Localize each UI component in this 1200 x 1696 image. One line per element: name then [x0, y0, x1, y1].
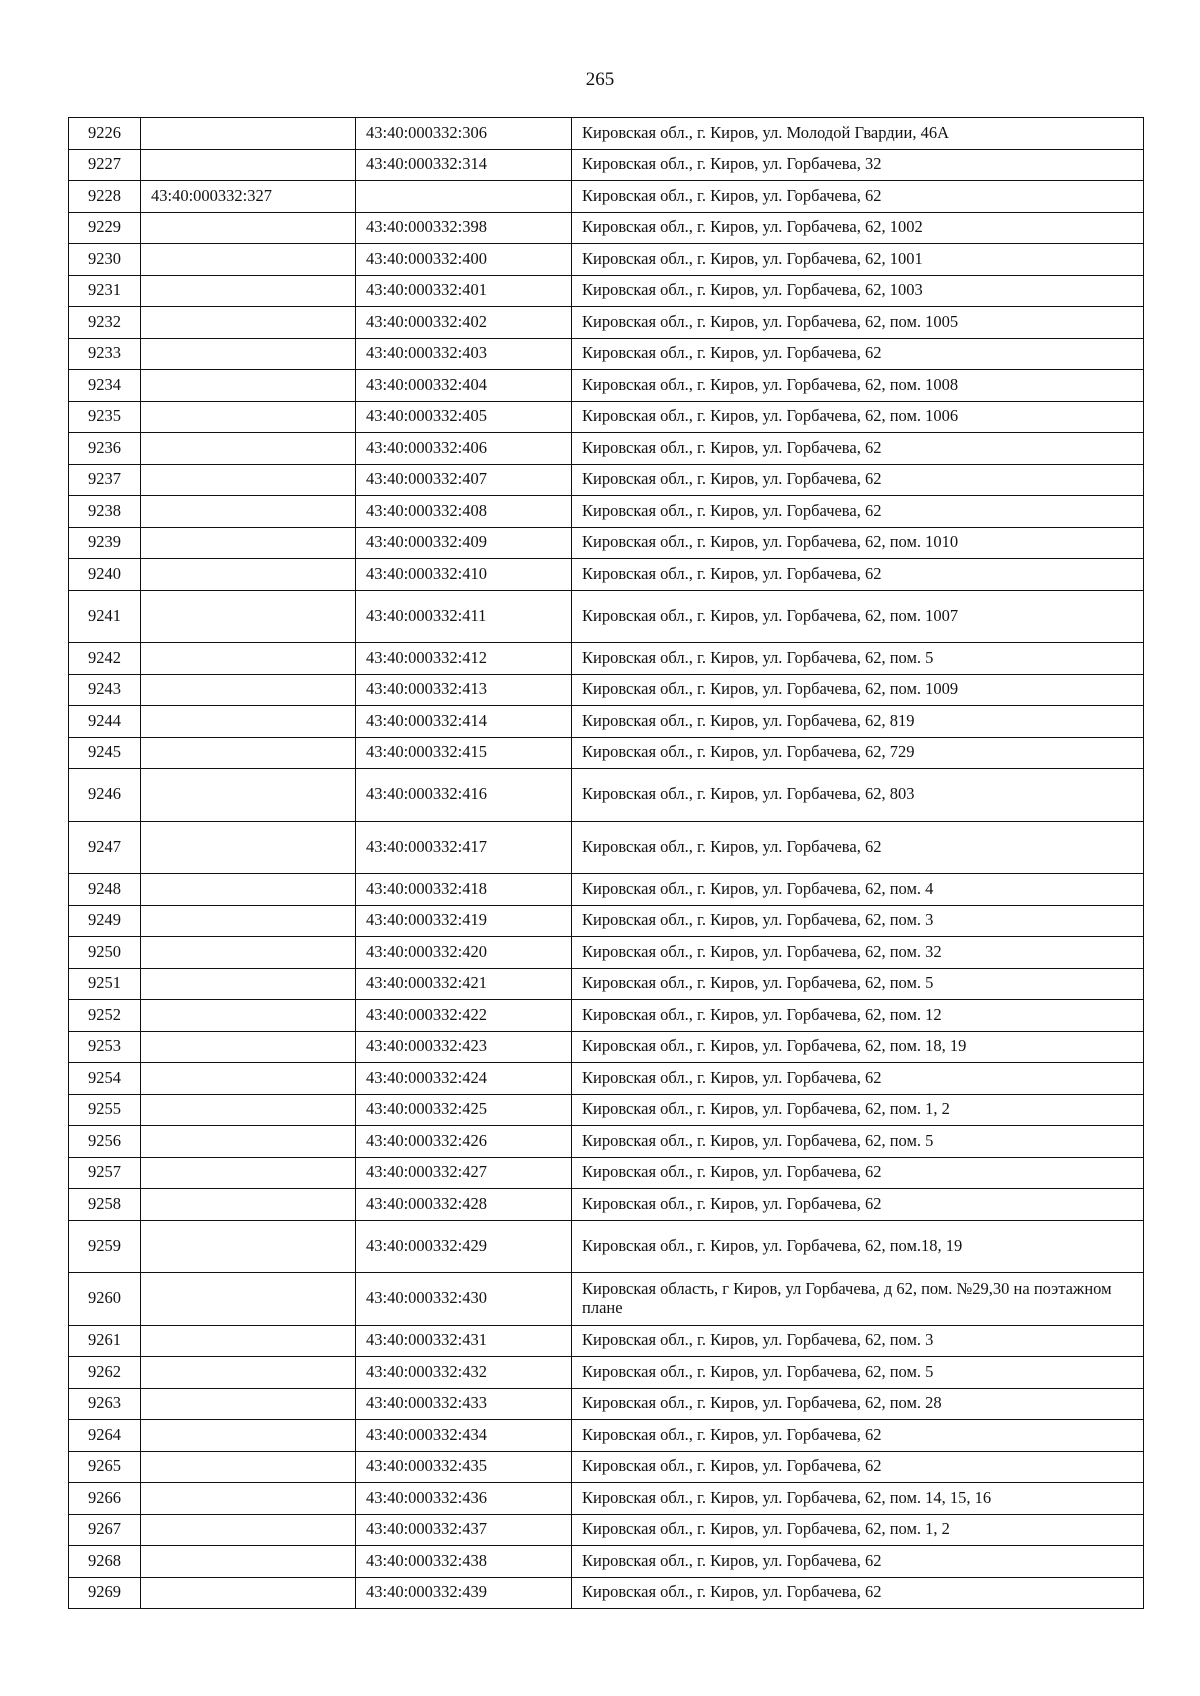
- object-cadastral-number-cell: 43:40:000332:410: [356, 559, 572, 591]
- table-row: [69, 212, 1144, 244]
- parcel-cadastral-number-cell: [141, 1483, 356, 1515]
- table-row: [69, 1000, 1144, 1032]
- row-number-cell: 9268: [69, 1546, 141, 1578]
- row-number-cell: 9246: [69, 769, 141, 822]
- address-cell: Кировская обл., г. Киров, ул. Горбачева, 62, пом. 1007: [572, 590, 1144, 643]
- row-number-cell: 9245: [69, 737, 141, 769]
- table-row: [69, 1514, 1144, 1546]
- object-cadastral-number-cell: 43:40:000332:414: [356, 706, 572, 738]
- address-cell: Кировская обл., г. Киров, ул. Горбачева, 62: [572, 1577, 1144, 1609]
- table-row: [69, 1357, 1144, 1389]
- table-row: [69, 1189, 1144, 1221]
- registry-table-body: [69, 118, 1144, 1609]
- row-number-cell: 9229: [69, 212, 141, 244]
- object-cadastral-number-cell: 43:40:000332:432: [356, 1357, 572, 1389]
- row-number-cell: 9236: [69, 433, 141, 465]
- address-cell: Кировская обл., г. Киров, ул. Горбачева, 62, пом. 1, 2: [572, 1094, 1144, 1126]
- table-row: [69, 737, 1144, 769]
- address-cell: Кировская обл., г. Киров, ул. Горбачева, 62: [572, 181, 1144, 213]
- address-cell: Кировская обл., г. Киров, ул. Горбачева, 32: [572, 149, 1144, 181]
- object-cadastral-number-cell: 43:40:000332:400: [356, 244, 572, 276]
- table-row: [69, 769, 1144, 822]
- address-cell: Кировская обл., г. Киров, ул. Горбачева, 62: [572, 1189, 1144, 1221]
- parcel-cadastral-number-cell: [141, 821, 356, 874]
- row-number-cell: 9228: [69, 181, 141, 213]
- table-row: [69, 590, 1144, 643]
- address-cell: Кировская обл., г. Киров, ул. Горбачева, 62: [572, 821, 1144, 874]
- row-number-cell: 9238: [69, 496, 141, 528]
- table-row: [69, 1063, 1144, 1095]
- row-number-cell: 9269: [69, 1577, 141, 1609]
- object-cadastral-number-cell: 43:40:000332:306: [356, 118, 572, 150]
- row-number-cell: 9237: [69, 464, 141, 496]
- object-cadastral-number-cell: 43:40:000332:424: [356, 1063, 572, 1095]
- row-number-cell: 9256: [69, 1126, 141, 1158]
- object-cadastral-number-cell: 43:40:000332:425: [356, 1094, 572, 1126]
- row-number-cell: 9227: [69, 149, 141, 181]
- address-cell: Кировская обл., г. Киров, ул. Горбачева, 62, пом. 1009: [572, 674, 1144, 706]
- parcel-cadastral-number-cell: [141, 674, 356, 706]
- table-row: [69, 496, 1144, 528]
- table-row: [69, 464, 1144, 496]
- table-row: [69, 674, 1144, 706]
- object-cadastral-number-cell: 43:40:000332:413: [356, 674, 572, 706]
- address-cell: Кировская обл., г. Киров, ул. Горбачева, 62, пом. 28: [572, 1388, 1144, 1420]
- parcel-cadastral-number-cell: [141, 737, 356, 769]
- object-cadastral-number-cell: 43:40:000332:398: [356, 212, 572, 244]
- address-cell: Кировская обл., г. Киров, ул. Горбачева, 62: [572, 1063, 1144, 1095]
- object-cadastral-number-cell: 43:40:000332:418: [356, 874, 572, 906]
- object-cadastral-number-cell: 43:40:000332:435: [356, 1451, 572, 1483]
- row-number-cell: 9226: [69, 118, 141, 150]
- row-number-cell: 9252: [69, 1000, 141, 1032]
- parcel-cadastral-number-cell: [141, 307, 356, 339]
- address-cell: Кировская обл., г. Киров, ул. Горбачева, 62: [572, 464, 1144, 496]
- row-number-cell: 9262: [69, 1357, 141, 1389]
- parcel-cadastral-number-cell: [141, 1420, 356, 1452]
- parcel-cadastral-number-cell: [141, 1325, 356, 1357]
- object-cadastral-number-cell: 43:40:000332:412: [356, 643, 572, 675]
- table-row: [69, 1273, 1144, 1326]
- row-number-cell: 9267: [69, 1514, 141, 1546]
- table-row: [69, 1094, 1144, 1126]
- parcel-cadastral-number-cell: [141, 1357, 356, 1389]
- address-cell: Кировская обл., г. Киров, ул. Горбачева, 62, пом. 3: [572, 1325, 1144, 1357]
- parcel-cadastral-number-cell: [141, 968, 356, 1000]
- address-cell: Кировская обл., г. Киров, ул. Горбачева, 62, 1001: [572, 244, 1144, 276]
- row-number-cell: 9265: [69, 1451, 141, 1483]
- parcel-cadastral-number-cell: 43:40:000332:327: [141, 181, 356, 213]
- object-cadastral-number-cell: 43:40:000332:431: [356, 1325, 572, 1357]
- row-number-cell: 9240: [69, 559, 141, 591]
- parcel-cadastral-number-cell: [141, 527, 356, 559]
- parcel-cadastral-number-cell: [141, 1546, 356, 1578]
- object-cadastral-number-cell: 43:40:000332:407: [356, 464, 572, 496]
- table-row: [69, 275, 1144, 307]
- row-number-cell: 9266: [69, 1483, 141, 1515]
- address-cell: Кировская обл., г. Киров, ул. Горбачева, 62, пом. 32: [572, 937, 1144, 969]
- row-number-cell: 9255: [69, 1094, 141, 1126]
- object-cadastral-number-cell: 43:40:000332:402: [356, 307, 572, 339]
- address-cell: Кировская обл., г. Киров, ул. Горбачева, 62, пом. 1005: [572, 307, 1144, 339]
- address-cell: Кировская обл., г. Киров, ул. Горбачева, 62, 1003: [572, 275, 1144, 307]
- row-number-cell: 9250: [69, 937, 141, 969]
- address-cell: Кировская обл., г. Киров, ул. Горбачева, 62: [572, 433, 1144, 465]
- object-cadastral-number-cell: 43:40:000332:416: [356, 769, 572, 822]
- object-cadastral-number-cell: 43:40:000332:434: [356, 1420, 572, 1452]
- address-cell: Кировская обл., г. Киров, ул. Горбачева, 62: [572, 496, 1144, 528]
- address-cell: Кировская обл., г. Киров, ул. Горбачева, 62, пом. 1008: [572, 370, 1144, 402]
- parcel-cadastral-number-cell: [141, 1388, 356, 1420]
- object-cadastral-number-cell: 43:40:000332:426: [356, 1126, 572, 1158]
- object-cadastral-number-cell: 43:40:000332:421: [356, 968, 572, 1000]
- parcel-cadastral-number-cell: [141, 1126, 356, 1158]
- row-number-cell: 9242: [69, 643, 141, 675]
- row-number-cell: 9231: [69, 275, 141, 307]
- parcel-cadastral-number-cell: [141, 874, 356, 906]
- row-number-cell: 9254: [69, 1063, 141, 1095]
- parcel-cadastral-number-cell: [141, 937, 356, 969]
- row-number-cell: 9233: [69, 338, 141, 370]
- table-row: [69, 1220, 1144, 1273]
- object-cadastral-number-cell: 43:40:000332:427: [356, 1157, 572, 1189]
- parcel-cadastral-number-cell: [141, 244, 356, 276]
- object-cadastral-number-cell: 43:40:000332:401: [356, 275, 572, 307]
- address-cell: Кировская обл., г. Киров, ул. Горбачева, 62, пом. 4: [572, 874, 1144, 906]
- table-row: [69, 149, 1144, 181]
- row-number-cell: 9248: [69, 874, 141, 906]
- address-cell: Кировская обл., г. Киров, ул. Горбачева, 62, пом. 12: [572, 1000, 1144, 1032]
- row-number-cell: 9249: [69, 905, 141, 937]
- parcel-cadastral-number-cell: [141, 1451, 356, 1483]
- parcel-cadastral-number-cell: [141, 1031, 356, 1063]
- parcel-cadastral-number-cell: [141, 433, 356, 465]
- parcel-cadastral-number-cell: [141, 1189, 356, 1221]
- address-cell: Кировская обл., г. Киров, ул. Горбачева, 62, 729: [572, 737, 1144, 769]
- address-cell: Кировская обл., г. Киров, ул. Горбачева, 62: [572, 1546, 1144, 1578]
- row-number-cell: 9253: [69, 1031, 141, 1063]
- table-row: [69, 1325, 1144, 1357]
- table-row: [69, 937, 1144, 969]
- row-number-cell: 9239: [69, 527, 141, 559]
- table-row: [69, 706, 1144, 738]
- object-cadastral-number-cell: 43:40:000332:417: [356, 821, 572, 874]
- parcel-cadastral-number-cell: [141, 1157, 356, 1189]
- object-cadastral-number-cell: 43:40:000332:408: [356, 496, 572, 528]
- object-cadastral-number-cell: 43:40:000332:423: [356, 1031, 572, 1063]
- table-row: [69, 968, 1144, 1000]
- object-cadastral-number-cell: 43:40:000332:419: [356, 905, 572, 937]
- row-number-cell: 9244: [69, 706, 141, 738]
- address-cell: Кировская обл., г. Киров, ул. Горбачева, 62, 819: [572, 706, 1144, 738]
- table-row: [69, 1420, 1144, 1452]
- parcel-cadastral-number-cell: [141, 559, 356, 591]
- object-cadastral-number-cell: 43:40:000332:430: [356, 1273, 572, 1326]
- table-row: [69, 1483, 1144, 1515]
- address-cell: Кировская обл., г. Киров, ул. Горбачева, 62, пом.18, 19: [572, 1220, 1144, 1273]
- object-cadastral-number-cell: 43:40:000332:405: [356, 401, 572, 433]
- parcel-cadastral-number-cell: [141, 905, 356, 937]
- table-row: [69, 1451, 1144, 1483]
- row-number-cell: 9259: [69, 1220, 141, 1273]
- object-cadastral-number-cell: 43:40:000332:428: [356, 1189, 572, 1221]
- address-cell: Кировская обл., г. Киров, ул. Горбачева, 62, пом. 14, 15, 16: [572, 1483, 1144, 1515]
- object-cadastral-number-cell: 43:40:000332:436: [356, 1483, 572, 1515]
- parcel-cadastral-number-cell: [141, 118, 356, 150]
- object-cadastral-number-cell: 43:40:000332:406: [356, 433, 572, 465]
- parcel-cadastral-number-cell: [141, 464, 356, 496]
- parcel-cadastral-number-cell: [141, 496, 356, 528]
- address-cell: Кировская обл., г. Киров, ул. Горбачева, 62, пом. 1010: [572, 527, 1144, 559]
- table-row: [69, 905, 1144, 937]
- row-number-cell: 9243: [69, 674, 141, 706]
- table-row: [69, 821, 1144, 874]
- object-cadastral-number-cell: 43:40:000332:409: [356, 527, 572, 559]
- parcel-cadastral-number-cell: [141, 1063, 356, 1095]
- table-row: [69, 401, 1144, 433]
- parcel-cadastral-number-cell: [141, 212, 356, 244]
- parcel-cadastral-number-cell: [141, 1094, 356, 1126]
- object-cadastral-number-cell: 43:40:000332:415: [356, 737, 572, 769]
- parcel-cadastral-number-cell: [141, 706, 356, 738]
- table-row: [69, 244, 1144, 276]
- object-cadastral-number-cell: 43:40:000332:438: [356, 1546, 572, 1578]
- table-row: [69, 1546, 1144, 1578]
- address-cell: Кировская обл., г. Киров, ул. Горбачева, 62: [572, 1451, 1144, 1483]
- table-row: [69, 1157, 1144, 1189]
- registry-table: [68, 117, 1144, 1609]
- table-row: [69, 874, 1144, 906]
- page-number: 265: [585, 69, 615, 90]
- address-cell: Кировская обл., г. Киров, ул. Горбачева, 62: [572, 338, 1144, 370]
- address-cell: Кировская обл., г. Киров, ул. Горбачева, 62, пом. 5: [572, 968, 1144, 1000]
- object-cadastral-number-cell: 43:40:000332:422: [356, 1000, 572, 1032]
- row-number-cell: 9263: [69, 1388, 141, 1420]
- address-cell: Кировская обл., г. Киров, ул. Горбачева, 62, 803: [572, 769, 1144, 822]
- parcel-cadastral-number-cell: [141, 1273, 356, 1326]
- row-number-cell: 9230: [69, 244, 141, 276]
- table-row: [69, 559, 1144, 591]
- address-cell: Кировская обл., г. Киров, ул. Молодой Гвардии, 46А: [572, 118, 1144, 150]
- row-number-cell: 9264: [69, 1420, 141, 1452]
- object-cadastral-number-cell: 43:40:000332:439: [356, 1577, 572, 1609]
- row-number-cell: 9260: [69, 1273, 141, 1326]
- address-cell: Кировская обл., г. Киров, ул. Горбачева, 62, пом. 5: [572, 643, 1144, 675]
- address-cell: Кировская обл., г. Киров, ул. Горбачева, 62: [572, 1420, 1144, 1452]
- parcel-cadastral-number-cell: [141, 1577, 356, 1609]
- row-number-cell: 9241: [69, 590, 141, 643]
- parcel-cadastral-number-cell: [141, 1220, 356, 1273]
- address-cell: Кировская обл., г. Киров, ул. Горбачева, 62, пом. 1006: [572, 401, 1144, 433]
- row-number-cell: 9232: [69, 307, 141, 339]
- row-number-cell: 9234: [69, 370, 141, 402]
- parcel-cadastral-number-cell: [141, 401, 356, 433]
- table-row: [69, 181, 1144, 213]
- table-row: [69, 433, 1144, 465]
- row-number-cell: 9258: [69, 1189, 141, 1221]
- parcel-cadastral-number-cell: [141, 370, 356, 402]
- address-cell: Кировская обл., г. Киров, ул. Горбачева, 62, пом. 5: [572, 1357, 1144, 1389]
- table-row: [69, 118, 1144, 150]
- row-number-cell: 9247: [69, 821, 141, 874]
- address-cell: Кировская обл., г. Киров, ул. Горбачева, 62, пом. 3: [572, 905, 1144, 937]
- table-row: [69, 307, 1144, 339]
- object-cadastral-number-cell: 43:40:000332:429: [356, 1220, 572, 1273]
- address-cell: Кировская обл., г. Киров, ул. Горбачева, 62: [572, 559, 1144, 591]
- object-cadastral-number-cell: 43:40:000332:433: [356, 1388, 572, 1420]
- table-row: [69, 1126, 1144, 1158]
- object-cadastral-number-cell: 43:40:000332:404: [356, 370, 572, 402]
- object-cadastral-number-cell: 43:40:000332:420: [356, 937, 572, 969]
- parcel-cadastral-number-cell: [141, 275, 356, 307]
- table-row: [69, 527, 1144, 559]
- parcel-cadastral-number-cell: [141, 149, 356, 181]
- table-row: [69, 370, 1144, 402]
- address-cell: Кировская обл., г. Киров, ул. Горбачева, 62, 1002: [572, 212, 1144, 244]
- address-cell: Кировская обл., г. Киров, ул. Горбачева, 62, пом. 5: [572, 1126, 1144, 1158]
- row-number-cell: 9235: [69, 401, 141, 433]
- address-cell: Кировская обл., г. Киров, ул. Горбачева, 62, пом. 1, 2: [572, 1514, 1144, 1546]
- object-cadastral-number-cell: 43:40:000332:437: [356, 1514, 572, 1546]
- address-cell: Кировская область, г Киров, ул Горбачева, д 62, пом. №29,30 на поэтажном плане: [572, 1273, 1144, 1326]
- parcel-cadastral-number-cell: [141, 643, 356, 675]
- row-number-cell: 9261: [69, 1325, 141, 1357]
- table-row: [69, 1388, 1144, 1420]
- table-row: [69, 643, 1144, 675]
- row-number-cell: 9251: [69, 968, 141, 1000]
- table-row: [69, 338, 1144, 370]
- address-cell: Кировская обл., г. Киров, ул. Горбачева, 62: [572, 1157, 1144, 1189]
- object-cadastral-number-cell: [356, 181, 572, 213]
- parcel-cadastral-number-cell: [141, 590, 356, 643]
- object-cadastral-number-cell: 43:40:000332:314: [356, 149, 572, 181]
- row-number-cell: 9257: [69, 1157, 141, 1189]
- table-row: [69, 1577, 1144, 1609]
- parcel-cadastral-number-cell: [141, 1514, 356, 1546]
- parcel-cadastral-number-cell: [141, 1000, 356, 1032]
- parcel-cadastral-number-cell: [141, 769, 356, 822]
- address-cell: Кировская обл., г. Киров, ул. Горбачева, 62, пом. 18, 19: [572, 1031, 1144, 1063]
- table-row: [69, 1031, 1144, 1063]
- parcel-cadastral-number-cell: [141, 338, 356, 370]
- object-cadastral-number-cell: 43:40:000332:403: [356, 338, 572, 370]
- object-cadastral-number-cell: 43:40:000332:411: [356, 590, 572, 643]
